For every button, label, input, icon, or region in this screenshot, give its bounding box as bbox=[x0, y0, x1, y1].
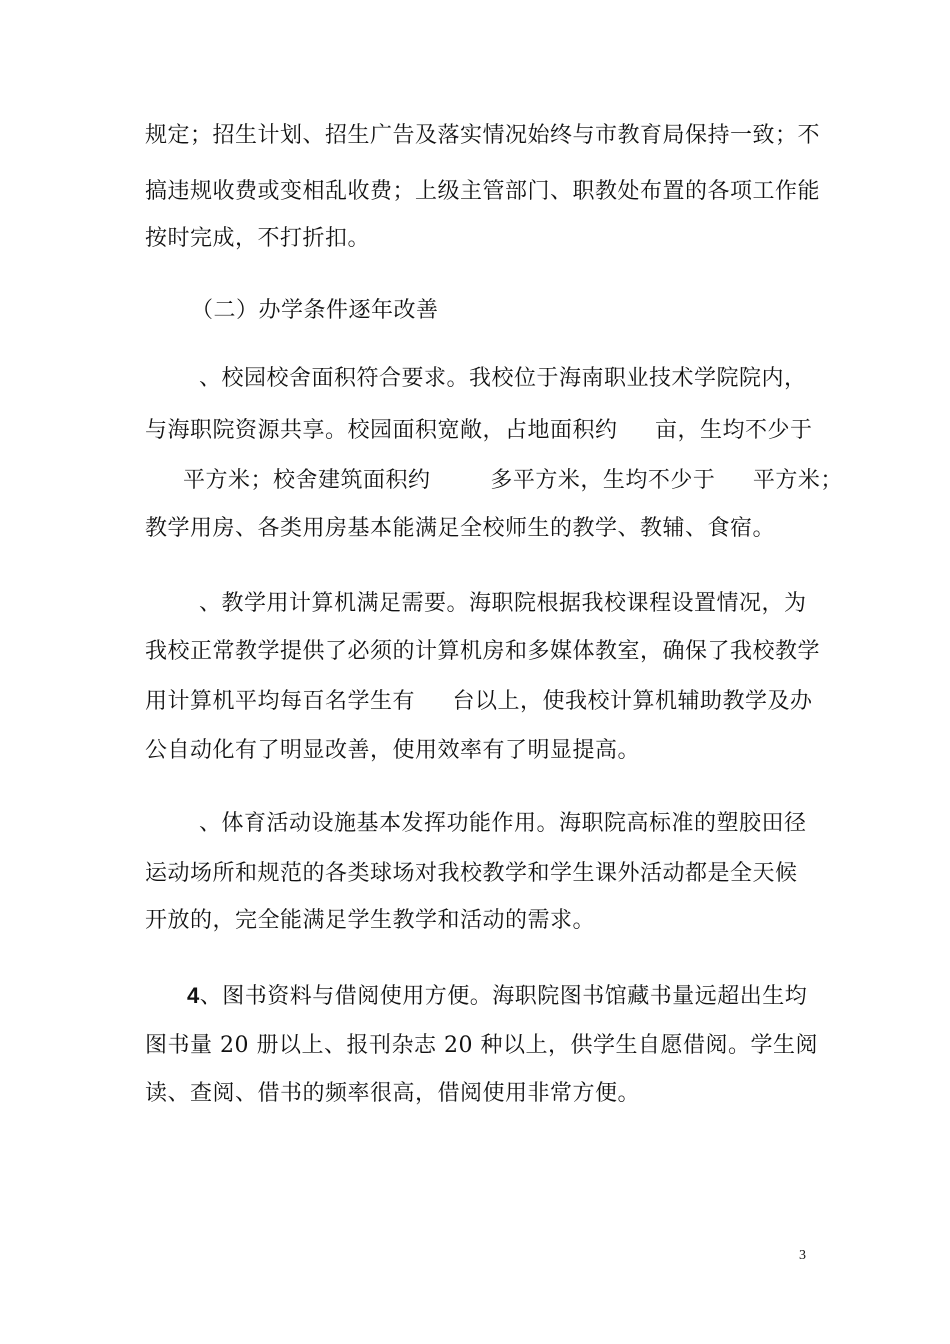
section-heading: （二）办学条件逐年改善 bbox=[191, 298, 439, 323]
paragraph-2-line-1: 、校园校舍面积符合要求。我校位于海南职业技术学院院内， bbox=[199, 366, 807, 391]
paragraph-3-line-2: 我校正常教学提供了必须的计算机房和多媒体教室，确保了我校教学 bbox=[145, 639, 821, 664]
paragraph-3-line-3: 用计算机平均每百名学生有 台以上，使我校计算机辅助教学及办 bbox=[145, 689, 813, 714]
paragraph-2-line-2: 与海职院资源共享。校园面积宽敞，占地面积约 亩，生均不少于 bbox=[145, 418, 813, 443]
paragraph-4-line-1: 、体育活动设施基本发挥功能作用。海职院高标准的塑胶田径 bbox=[199, 811, 807, 836]
paragraph-5-line-1 bbox=[187, 981, 807, 1012]
paragraph-5-line-1-text: 、图书资料与借阅使用方便。海职院图书馆藏书量远超出生均 bbox=[199, 984, 808, 1009]
paragraph-1-line-3: 按时完成，不打折扣。 bbox=[145, 226, 371, 251]
paragraph-5-line-3: 读、查阅、借书的频率很高，借阅使用非常方便。 bbox=[145, 1081, 641, 1106]
item-number: 4 bbox=[187, 983, 200, 1008]
paragraph-5-line-2: 图书量 20 册以上、报刊杂志 20 种以上，供学生自愿借阅。学生阅 bbox=[145, 1033, 818, 1058]
paragraph-1-line-1: 规定；招生计划、招生广告及落实情况始终与市教育局保持一致；不 bbox=[145, 123, 821, 148]
paragraph-3-line-1: 、教学用计算机满足需要。海职院根据我校课程设置情况，为 bbox=[199, 591, 807, 616]
paragraph-1-line-2: 搞违规收费或变相乱收费；上级主管部门、职教处布置的各项工作能 bbox=[145, 179, 821, 204]
paragraph-2-line-4: 教学用房、各类用房基本能满足全校师生的教学、教辅、食宿。 bbox=[145, 516, 776, 541]
paragraph-2-line-3: 平方米；校舍建筑面积约 多平方米，生均不少于 平方米； bbox=[168, 468, 843, 493]
page-number: 3 bbox=[799, 1248, 806, 1263]
paragraph-4-line-3: 开放的，完全能满足学生教学和活动的需求。 bbox=[145, 908, 596, 933]
paragraph-3-line-4: 公自动化有了明显改善，使用效率有了明显提高。 bbox=[145, 738, 641, 763]
paragraph-4-line-2: 运动场所和规范的各类球场对我校教学和学生课外活动都是全天候 bbox=[145, 861, 798, 886]
